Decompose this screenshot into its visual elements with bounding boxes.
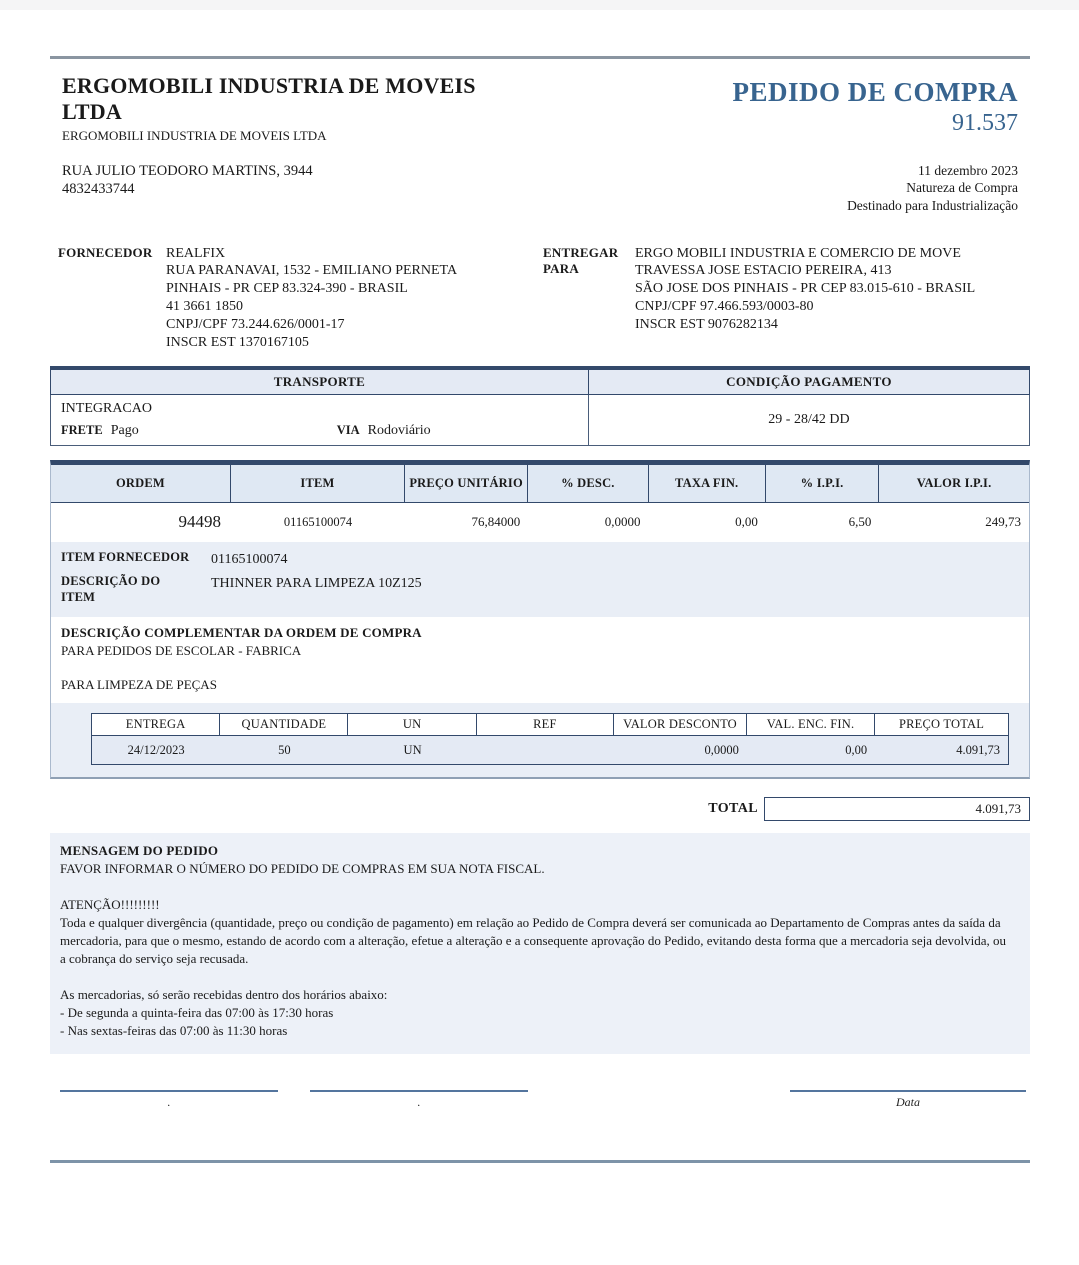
order-date: 11 dezembro 2023 (918, 162, 1018, 178)
deliver-name: ERGO MOBILI INDUSTRIA E COMERCIO DE MOVE (635, 245, 961, 261)
col-header-taxa-fin: TAXA FIN. (649, 465, 766, 502)
supplier-phone: 41 3661 1850 (166, 299, 243, 315)
freight-row (61, 423, 578, 439)
deliver-city: SÃO JOSE DOS PINHAIS - PR CEP 83.015-610 - BRASIL (635, 281, 976, 297)
delivery-quantity: 50 (278, 742, 291, 757)
item-fin-tax: 0,00 (735, 514, 758, 530)
col-header-val-enc-fin: VAL. ENC. FIN. (747, 714, 875, 735)
supplier-street: RUA PARANAVAI, 1532 - EMILIANO PERNETA (166, 263, 458, 279)
item-description-label: DESCRIÇÃO DO ITEM (61, 573, 161, 604)
col-header-preco-total: PREÇO TOTAL (898, 717, 985, 732)
col-header-quantidade: QUANTIDADE (220, 714, 348, 735)
attention-line: ATENÇÃO!!!!!!!!! (60, 897, 160, 913)
signature-caption-1: . (167, 1094, 171, 1109)
via-label: VIA (336, 422, 360, 437)
complementary-line-2: PARA LIMPEZA DE PEÇAS (61, 677, 217, 693)
supplier-label: FORNECEDOR (58, 244, 153, 260)
complementary-title: DESCRIÇÃO COMPLEMENTAR DA ORDEM DE COMPRA (61, 625, 422, 641)
supplier-item-label: ITEM FORNECEDOR (61, 549, 190, 564)
col-header-preco-unitario: PREÇO UNITÁRIO (405, 465, 528, 502)
items-table-header (51, 465, 1029, 503)
message-spacer (60, 878, 1016, 896)
payment-condition-header: CONDIÇÃO PAGAMENTO (726, 373, 892, 389)
company-address (62, 162, 313, 215)
signature-field-2 (310, 1090, 528, 1110)
item-discount-pct: 0,0000 (604, 514, 641, 530)
supplier-name: REALFIX (166, 245, 226, 261)
delivery-discount-value: 0,0000 (704, 742, 739, 757)
signature-line-date (790, 1090, 1026, 1092)
deliver-to-details (635, 245, 975, 352)
order-message-block (50, 833, 1030, 1053)
schedule-line-1: - De segunda a quinta-feira das 07:00 às 17:30 horas (60, 1004, 334, 1020)
signature-line-2 (310, 1090, 528, 1092)
supplier-details (166, 245, 457, 352)
col-header-entrega: ENTREGA (92, 714, 220, 735)
supplier-inscr: INSCR EST 1370167105 (166, 335, 309, 351)
deliver-to-block (543, 245, 1022, 352)
freight-label: FRETE (61, 422, 103, 437)
supplier-cnpj: CNPJ/CPF 73.244.626/0001-17 (166, 317, 345, 333)
item-description-value: THINNER PARA LIMPEZA 10Z125 (211, 575, 422, 591)
supplier-city: PINHAIS - PR CEP 83.324-390 - BRASIL (166, 281, 408, 297)
document-header (50, 73, 1030, 144)
signature-field-1 (60, 1090, 278, 1110)
bottom-divider (50, 1160, 1030, 1163)
item-ipi-pct: 6,50 (848, 514, 872, 530)
signature-section (50, 1090, 1030, 1110)
document-title-block (733, 73, 1019, 144)
col-header-ordem: ORDEM (51, 465, 231, 502)
complementary-description-block (51, 617, 1029, 703)
order-meta (847, 162, 1018, 215)
supplier-item-row (61, 550, 1019, 568)
window-top-strip (0, 0, 1079, 10)
schedule-intro: As mercadorias, só serão recebidas dentro dos horários abaixo: (60, 986, 388, 1002)
deliver-cnpj: CNPJ/CPF 97.466.593/0003-80 (635, 299, 814, 315)
item-detail-block (51, 542, 1029, 617)
total-row (50, 797, 1030, 821)
company-subtitle: ERGOMOBILI INDUSTRIA DE MOVEIS LTDA (62, 127, 327, 143)
order-nature: Natureza de Compra (906, 180, 1018, 196)
item-ordem: 94498 (178, 512, 221, 532)
delivery-table (91, 713, 1009, 765)
total-label: TOTAL (708, 801, 758, 817)
col-header-desc: % DESC. (528, 465, 648, 502)
transport-table (50, 366, 1030, 446)
company-block (62, 73, 562, 144)
order-destination: Destinado para Industrialização (847, 198, 1018, 213)
message-line-1: FAVOR INFORMAR O NÚMERO DO PEDIDO DE COMPRAS EM SUA NOTA FISCAL. (60, 861, 545, 877)
signature-caption-date: Data (896, 1094, 920, 1109)
deliver-inscr: INSCR EST 9076282134 (635, 317, 778, 333)
deliver-to-label: ENTREGAR PARA (543, 244, 619, 276)
delivery-date: 24/12/2023 (127, 742, 185, 757)
signature-line-1 (60, 1090, 278, 1092)
transport-header: TRANSPORTE (51, 370, 589, 394)
company-street: RUA JULIO TEODORO MARTINS, 3944 (62, 162, 313, 179)
message-spacer-2 (60, 968, 1016, 986)
col-header-valor-desconto: VALOR DESCONTO (614, 714, 747, 735)
carrier-name: INTEGRACAO (61, 400, 152, 416)
address-row (50, 162, 1030, 215)
schedule-line-2: - Nas sextas-feiras das 07:00 às 11:30 horas (60, 1022, 288, 1038)
payment-condition-value: 29 - 28/42 DD (768, 411, 850, 427)
col-header-ref: REF (477, 714, 614, 735)
delivery-total-price: 4.091,73 (956, 742, 1000, 757)
via-value: Rodoviário (367, 422, 431, 438)
item-code: 01165100074 (283, 514, 353, 529)
total-value: 4.091,73 (764, 797, 1030, 821)
company-name: ERGOMOBILI INDUSTRIA DE MOVEIS LTDA (62, 73, 476, 124)
signature-caption-2: . (417, 1094, 421, 1109)
supplier-block (58, 245, 543, 352)
attention-paragraph: Toda e qualquer divergência (quantidade, preço ou condição de pagamento) em relação ao Pedido de Compra deverá ser comunicada ao Departamento de Compras antes da saída da mercadoria, para que o mesmo, estando de acordo com a alteração, efetue a alteração e a consequente aprovação do Pedido, evitando desta forma que a mercadoria seja devolvida, ou a cobrança do serviço seja recusada. (60, 915, 1007, 966)
document-title: PEDIDO DE COMPRA (732, 77, 1018, 107)
parties-section (50, 245, 1030, 352)
item-ipi-value: 249,73 (985, 514, 1021, 530)
supplier-item-value: 01165100074 (211, 551, 288, 567)
delivery-unit: UN (403, 742, 422, 757)
signature-field-date (790, 1090, 1026, 1110)
transport-table-body (50, 395, 1030, 446)
col-header-ipi: % I.P.I. (766, 465, 879, 502)
message-title: MENSAGEM DO PEDIDO (60, 843, 219, 859)
order-number: 91.537 (952, 110, 1018, 136)
col-header-item: ITEM (231, 465, 405, 502)
item-description-row (61, 574, 1019, 605)
col-header-valor-ipi: VALOR I.P.I. (916, 476, 992, 491)
item-unit-price: 76,84000 (471, 514, 521, 530)
col-header-un: UN (348, 714, 476, 735)
freight-value: Pago (110, 422, 139, 438)
top-divider (50, 56, 1030, 59)
purchase-order-document (50, 56, 1030, 1163)
deliver-street: TRAVESSA JOSE ESTACIO PEREIRA, 413 (635, 263, 892, 279)
delivery-table-header (92, 714, 1008, 736)
company-phone: 4832433744 (62, 181, 135, 198)
via-group (337, 423, 431, 439)
transport-cell (51, 395, 589, 445)
transport-table-header (50, 366, 1030, 395)
items-section (50, 460, 1030, 779)
complementary-line-1: PARA PEDIDOS DE ESCOLAR - FABRICA (61, 643, 302, 659)
delivery-fin-charge: 0,00 (845, 742, 868, 757)
item-row (51, 503, 1029, 542)
delivery-row (92, 736, 1008, 764)
